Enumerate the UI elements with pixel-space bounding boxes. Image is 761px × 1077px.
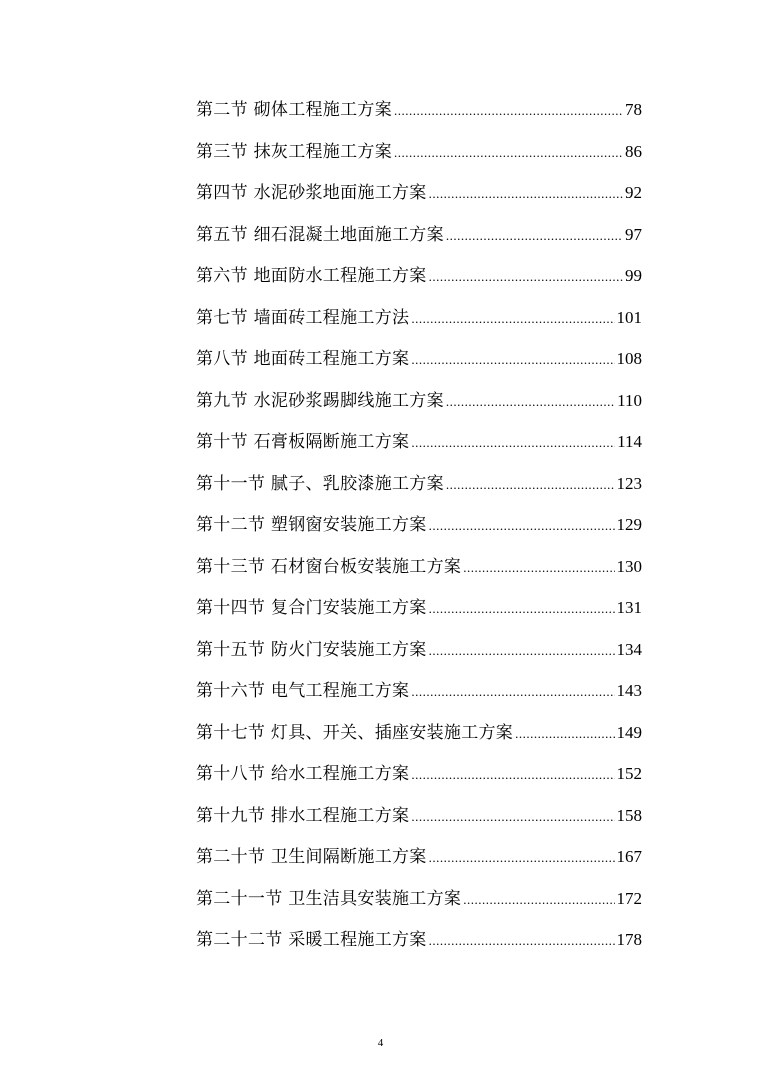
toc-entry[interactable] (196, 172, 642, 214)
toc-entry-page: 114 (617, 432, 642, 451)
toc-entry-page: 152 (616, 764, 642, 783)
toc-dot-leader (446, 464, 615, 506)
toc-dot-leader (411, 671, 614, 713)
toc-entry-page: 97 (625, 224, 642, 244)
toc-entry-page: 143 (616, 681, 642, 700)
toc-entry-page: 167 (616, 847, 642, 866)
toc-entry-page: 108 (616, 349, 642, 368)
toc-entry[interactable] (196, 753, 642, 795)
toc-entry-page: 178 (616, 930, 642, 949)
toc-dot-leader (515, 713, 614, 755)
toc-entry-page: 86 (625, 141, 642, 161)
toc-dot-leader (429, 920, 615, 962)
toc-entry[interactable] (196, 421, 642, 463)
toc-dot-leader (429, 256, 623, 298)
toc-dot-leader (411, 339, 614, 381)
toc-entry-title: 第十四节 复合门安装施工方案 (196, 598, 427, 618)
toc-entry[interactable] (196, 338, 642, 380)
toc-dot-leader (463, 879, 614, 921)
toc-entry-title: 第二十二节 采暖工程施工方案 (196, 930, 427, 950)
toc-dot-leader (446, 381, 615, 423)
toc-entry-title: 第九节 水泥砂浆踢脚线施工方案 (196, 390, 444, 411)
toc-entry-title: 第四节 水泥砂浆地面施工方案 (196, 183, 427, 203)
toc-entry-page: 131 (616, 598, 642, 617)
toc-dot-leader (411, 796, 614, 838)
toc-entry-title: 第十三节 石材窗台板安装施工方案 (196, 556, 462, 577)
toc-entry[interactable] (196, 919, 642, 961)
toc-entry-page: 78 (625, 100, 642, 119)
toc-entry[interactable] (196, 587, 642, 629)
toc-entry[interactable] (196, 836, 642, 878)
toc-entry[interactable] (196, 255, 642, 297)
toc-entry[interactable] (196, 629, 642, 671)
toc-entry-title: 第二十一节 卫生洁具安装施工方案 (196, 888, 462, 909)
toc-entry-title: 第十节 石膏板隔断施工方案 (196, 432, 410, 452)
toc-entry[interactable] (196, 795, 642, 837)
toc-entry[interactable] (196, 89, 642, 131)
toc-entry[interactable] (196, 131, 642, 173)
toc-entry[interactable] (196, 504, 642, 546)
toc-entry-page: 149 (616, 722, 642, 742)
toc-dot-leader (411, 298, 614, 340)
toc-entry-title: 第十二节 塑钢窗安装施工方案 (196, 515, 427, 535)
toc-dot-leader (446, 215, 623, 257)
toc-entry-title: 第八节 地面砖工程施工方案 (196, 349, 410, 369)
toc-entry-title: 第五节 细石混凝土地面施工方案 (196, 224, 444, 245)
toc-entry-page: 110 (617, 390, 642, 410)
toc-dot-leader (429, 173, 623, 215)
toc-entry[interactable] (196, 297, 642, 339)
toc-entry[interactable] (196, 463, 642, 505)
toc-entry-page: 101 (616, 307, 642, 327)
toc-entry-title: 第七节 墙面砖工程施工方法 (196, 307, 410, 328)
page-number: 4 (377, 1037, 384, 1049)
toc-dot-leader (429, 630, 615, 672)
toc-dot-leader (394, 90, 623, 132)
toc-dot-leader (429, 588, 615, 630)
toc-entry-page: 172 (616, 888, 642, 908)
toc-entry-title: 第十八节 给水工程施工方案 (196, 764, 410, 784)
toc-entry-title: 第十五节 防火门安装施工方案 (196, 639, 427, 660)
toc-entry-title: 第十六节 电气工程施工方案 (196, 681, 410, 701)
toc-entry-page: 99 (625, 266, 642, 285)
toc-dot-leader (411, 422, 615, 464)
toc-entry[interactable] (196, 712, 642, 754)
toc-entry[interactable] (196, 878, 642, 920)
toc-entry-title: 第十一节 腻子、乳胶漆施工方案 (196, 473, 444, 494)
toc-dot-leader (463, 547, 614, 589)
toc-entry-page: 129 (616, 515, 642, 534)
toc-entry[interactable] (196, 546, 642, 588)
toc-dot-leader (429, 837, 615, 879)
table-of-contents (196, 89, 642, 961)
toc-entry-title: 第三节 抹灰工程施工方案 (196, 141, 393, 162)
toc-entry-title: 第六节 地面防水工程施工方案 (196, 266, 427, 286)
toc-dot-leader (394, 132, 623, 174)
toc-dot-leader (429, 505, 615, 547)
toc-entry-page: 134 (616, 639, 642, 659)
toc-entry-title: 第二十节 卫生间隔断施工方案 (196, 847, 427, 867)
toc-entry-title: 第十九节 排水工程施工方案 (196, 805, 410, 826)
toc-entry-page: 123 (616, 473, 642, 493)
toc-dot-leader (411, 754, 614, 796)
toc-entry-page: 92 (625, 183, 642, 202)
toc-entry[interactable] (196, 380, 642, 422)
toc-entry-title: 第二节 砌体工程施工方案 (196, 100, 393, 120)
toc-entry-title: 第十七节 灯具、开关、插座安装施工方案 (196, 722, 514, 743)
toc-entry[interactable] (196, 670, 642, 712)
toc-entry-page: 158 (616, 805, 642, 825)
toc-entry[interactable] (196, 214, 642, 256)
toc-entry-page: 130 (616, 556, 642, 576)
